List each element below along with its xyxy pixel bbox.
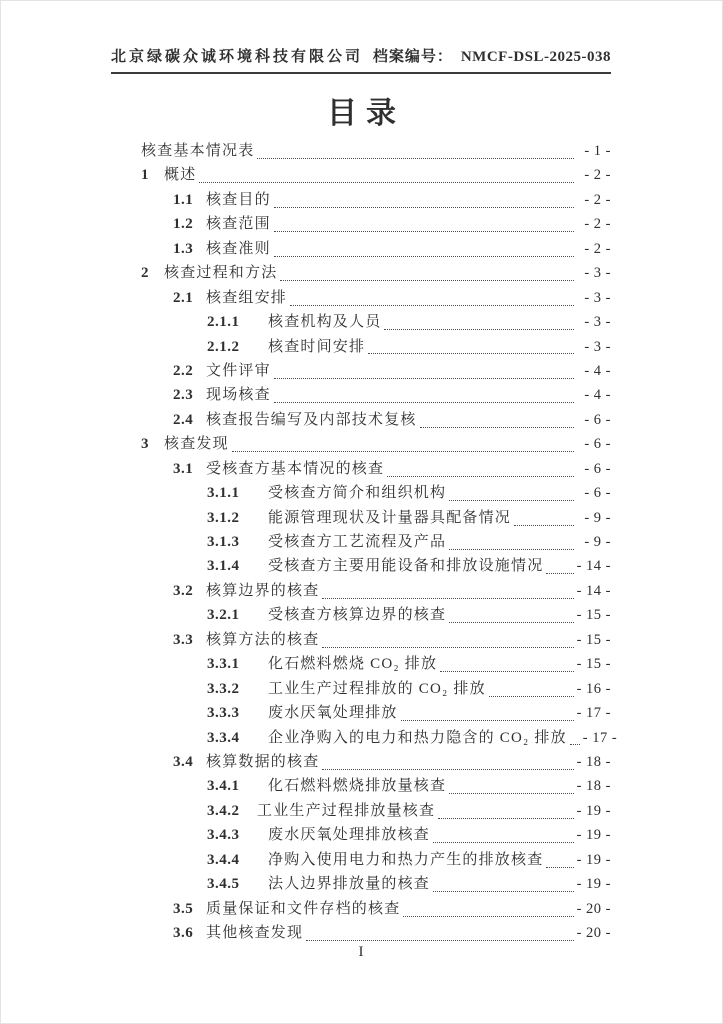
toc-entry bbox=[141, 677, 611, 701]
toc-entry-page: - 15 - bbox=[576, 607, 611, 624]
toc-entry-number: 2.1.2 bbox=[207, 338, 240, 355]
toc-entry-page: - 19 - bbox=[576, 802, 611, 819]
toc-entry-label: 废水厌氧处理排放核查 bbox=[268, 827, 431, 844]
toc-dot-leader bbox=[438, 818, 573, 819]
company-name: 北京绿碳众诚环境科技有限公司 bbox=[111, 49, 364, 65]
toc-dot-leader bbox=[199, 182, 574, 183]
toc-entry-label: 核查目的 bbox=[206, 191, 271, 208]
toc-entry bbox=[141, 652, 611, 676]
toc-entry-label: 化石燃料燃烧排放量核查 bbox=[268, 778, 447, 795]
toc-entry-page: - 3 - bbox=[584, 265, 611, 282]
toc-entry-label: 受核查方主要用能设备和排放设施情况 bbox=[268, 558, 544, 575]
toc-entry-number: 3.3 bbox=[173, 631, 194, 648]
toc-dot-leader bbox=[322, 598, 573, 599]
toc-entry-label: 工业生产过程排放的 CO₂ 排放 bbox=[268, 680, 486, 697]
toc-entry-label: 核查组安排 bbox=[206, 289, 288, 306]
toc-entry bbox=[141, 310, 611, 334]
toc-title: 目录 bbox=[327, 97, 405, 130]
toc-dot-leader bbox=[449, 622, 573, 623]
toc-entry bbox=[141, 530, 611, 554]
toc-entry-page: - 3 - bbox=[584, 314, 611, 331]
toc-entry-number: 1 bbox=[141, 167, 149, 184]
toc-entry-number: 3.1.3 bbox=[207, 534, 240, 550]
toc-entry-label: 核查范围 bbox=[206, 216, 271, 233]
toc-entry-page: - 18 - bbox=[576, 778, 611, 795]
toc-dot-leader bbox=[274, 402, 574, 403]
toc-entry-page: - 6 - bbox=[584, 460, 611, 477]
toc-entry-number: 2.4 bbox=[173, 411, 194, 428]
toc-entry-label: 核算数据的核查 bbox=[206, 753, 320, 770]
toc-entry-number: 2.2 bbox=[173, 362, 194, 379]
toc-entry-page: - 6 - bbox=[584, 411, 611, 428]
toc-entry bbox=[141, 774, 611, 798]
toc-entry-number: 2.1.1 bbox=[207, 314, 240, 331]
toc-entry bbox=[141, 359, 611, 383]
toc-dot-leader bbox=[440, 671, 573, 672]
toc-dot-leader bbox=[384, 329, 574, 330]
toc-entry-label: 核查过程和方法 bbox=[164, 265, 278, 282]
toc-entry-label: 受核查方基本情况的核查 bbox=[206, 460, 385, 477]
toc-dot-leader bbox=[420, 427, 574, 428]
toc-entry-number: 3.3.1 bbox=[207, 656, 240, 673]
toc-dot-leader bbox=[546, 867, 573, 868]
toc-entry-label: 核查机构及人员 bbox=[268, 314, 382, 331]
archive-label: 档案编号： bbox=[372, 49, 453, 65]
toc-entry-page: - 4 - bbox=[584, 362, 611, 379]
toc-dot-leader bbox=[322, 647, 573, 648]
toc-dot-leader bbox=[449, 793, 573, 794]
toc-entry-page: - 19 - bbox=[576, 827, 611, 844]
toc-entry-number: 3.1 bbox=[173, 460, 194, 477]
toc-entry-label: 文件评审 bbox=[206, 362, 271, 379]
toc-entry-number: 3.3.4 bbox=[207, 729, 240, 746]
toc-dot-leader bbox=[449, 549, 574, 550]
toc-entry-label: 受核查方核算边界的核查 bbox=[268, 607, 447, 624]
toc-entry-number: 3.4.3 bbox=[207, 827, 240, 844]
toc-entry-number: 3.3.3 bbox=[207, 705, 240, 722]
toc-entry-label: 质量保证和文件存档的核查 bbox=[206, 900, 401, 917]
toc-entry-page: - 2 - bbox=[584, 216, 611, 233]
toc-dot-leader bbox=[449, 500, 574, 501]
toc-entry bbox=[141, 139, 611, 163]
toc-entry-number: 3.2.1 bbox=[207, 607, 240, 624]
toc-entry-label: 企业净购入的电力和热力隐含的 CO₂ 排放 bbox=[268, 729, 567, 746]
toc-entry-label: 受核查方简介和组织机构 bbox=[268, 485, 447, 502]
toc-entry-page: - 2 - bbox=[584, 240, 611, 257]
toc-dot-leader bbox=[433, 842, 574, 843]
toc-entry-page: - 2 - bbox=[584, 167, 611, 184]
toc-entry-page: - 20 - bbox=[576, 925, 611, 941]
toc-entry-page: - 3 - bbox=[584, 338, 611, 355]
toc-entry-page: - 16 - bbox=[576, 680, 611, 697]
toc-entry-number: 3.1.4 bbox=[207, 558, 240, 575]
toc-dot-leader bbox=[274, 231, 574, 232]
toc-entry-number: 3 bbox=[141, 436, 149, 453]
toc-dot-leader bbox=[387, 476, 574, 477]
toc-entry-number: 1.1 bbox=[173, 191, 194, 208]
toc-entry bbox=[141, 481, 611, 505]
toc-dot-leader bbox=[514, 525, 574, 526]
toc-entry bbox=[141, 457, 611, 481]
toc-entry-page: - 9 - bbox=[584, 509, 611, 526]
toc-entry-number: 3.4.2 bbox=[207, 802, 240, 819]
toc-list bbox=[141, 139, 618, 945]
toc-dot-leader bbox=[403, 916, 573, 917]
toc-dot-leader bbox=[306, 940, 573, 941]
toc-entry-number: 1.3 bbox=[173, 240, 194, 257]
toc-entry-label: 核查准则 bbox=[206, 240, 271, 257]
toc-entry bbox=[141, 383, 611, 407]
toc-entry-label: 废水厌氧处理排放 bbox=[268, 705, 398, 722]
toc-entry-page: - 19 - bbox=[576, 851, 611, 868]
toc-entry-page: - 15 - bbox=[576, 656, 611, 673]
toc-entry bbox=[141, 628, 611, 652]
toc-entry bbox=[141, 897, 611, 921]
toc-entry-label: 核算边界的核查 bbox=[206, 582, 320, 599]
toc-entry-number: 3.1.2 bbox=[207, 509, 240, 526]
toc-entry bbox=[141, 408, 611, 432]
toc-entry bbox=[141, 237, 611, 261]
toc-entry-page: - 6 - bbox=[584, 436, 611, 453]
toc-entry-page: - 2 - bbox=[584, 191, 611, 208]
toc-entry-label: 化石燃料燃烧 CO₂ 排放 bbox=[268, 656, 438, 673]
toc-entry bbox=[141, 750, 611, 774]
toc-entry-label: 净购入使用电力和热力产生的排放核查 bbox=[268, 851, 544, 868]
toc-entry-label: 核查基本情况表 bbox=[141, 143, 255, 159]
toc-entry-number: 3.4.1 bbox=[207, 778, 240, 795]
toc-entry bbox=[141, 872, 611, 896]
toc-entry bbox=[141, 603, 611, 627]
archive-field bbox=[373, 45, 611, 66]
footer-page-number: I bbox=[358, 944, 365, 960]
toc-entry bbox=[141, 726, 618, 750]
toc-entry-number: 2.3 bbox=[173, 387, 194, 404]
toc-entry bbox=[141, 335, 611, 359]
toc-dot-leader bbox=[274, 256, 574, 257]
toc-entry bbox=[141, 163, 611, 187]
toc-entry-page: - 20 - bbox=[576, 900, 611, 917]
toc-entry-label: 法人边界排放量的核查 bbox=[268, 876, 431, 893]
toc-dot-leader bbox=[232, 451, 574, 452]
toc-entry bbox=[141, 261, 611, 285]
toc-entry-page: - 18 - bbox=[576, 753, 611, 770]
toc-entry bbox=[141, 799, 611, 823]
toc-entry bbox=[141, 848, 611, 872]
toc-entry-page: - 17 - bbox=[576, 705, 611, 722]
toc-entry-label: 核查报告编写及内部技术复核 bbox=[206, 411, 417, 428]
toc-entry-number: 3.1.1 bbox=[207, 485, 240, 502]
toc-entry-number: 3.3.2 bbox=[207, 680, 240, 697]
toc-entry-number: 3.5 bbox=[173, 900, 194, 917]
toc-entry-number: 1.2 bbox=[173, 216, 194, 233]
toc-dot-leader bbox=[546, 573, 573, 574]
toc-entry-page: - 1 - bbox=[584, 143, 611, 159]
toc-entry-label: 核算方法的核查 bbox=[206, 631, 320, 648]
toc-entry-number: 3.4.4 bbox=[207, 851, 240, 868]
toc-entry bbox=[141, 212, 611, 236]
toc-entry-label: 受核查方工艺流程及产品 bbox=[268, 534, 447, 550]
toc-entry-page: - 14 - bbox=[576, 558, 611, 575]
toc-entry-label: 能源管理现状及计量器具配备情况 bbox=[268, 509, 512, 526]
toc-entry-number: 3.6 bbox=[173, 925, 194, 941]
page-header bbox=[111, 45, 611, 74]
toc-entry bbox=[141, 701, 611, 725]
toc-dot-leader bbox=[322, 769, 573, 770]
toc-dot-leader bbox=[401, 720, 574, 721]
toc-entry-page: - 6 - bbox=[584, 485, 611, 502]
toc-entry-page: - 9 - bbox=[584, 534, 611, 550]
toc-entry-label: 工业生产过程排放量核查 bbox=[257, 802, 436, 819]
toc-dot-leader bbox=[489, 696, 574, 697]
toc-dot-leader bbox=[257, 158, 574, 159]
toc-dot-leader bbox=[433, 891, 574, 892]
toc-entry-page: - 19 - bbox=[576, 876, 611, 893]
toc-entry bbox=[141, 286, 611, 310]
toc-dot-leader bbox=[274, 378, 574, 379]
toc-entry-label: 核查发现 bbox=[164, 436, 229, 453]
toc-entry bbox=[141, 921, 611, 945]
toc-entry bbox=[141, 554, 611, 578]
toc-dot-leader bbox=[570, 744, 580, 745]
toc-entry-number: 2 bbox=[141, 265, 149, 282]
toc-entry-label: 核查时间安排 bbox=[268, 338, 366, 355]
toc-entry-number: 3.4.5 bbox=[207, 876, 240, 893]
toc-entry bbox=[141, 579, 611, 603]
toc-dot-leader bbox=[280, 280, 574, 281]
toc-entry-number: 2.1 bbox=[173, 289, 194, 306]
toc-entry-label: 其他核查发现 bbox=[206, 925, 304, 941]
archive-number: NMCF-DSL-2025-038 bbox=[460, 49, 611, 65]
toc-entry bbox=[141, 506, 611, 530]
toc-entry bbox=[141, 823, 611, 847]
toc-entry-page: - 4 - bbox=[584, 387, 611, 404]
toc-dot-leader bbox=[368, 353, 574, 354]
toc-entry-label: 概述 bbox=[164, 167, 197, 184]
toc-entry-page: - 14 - bbox=[576, 582, 611, 599]
toc-dot-leader bbox=[290, 305, 574, 306]
toc-entry-page: - 3 - bbox=[584, 289, 611, 306]
toc-entry-page: - 17 - bbox=[582, 729, 618, 746]
toc-entry bbox=[141, 432, 611, 456]
toc-entry-number: 3.2 bbox=[173, 582, 194, 599]
toc-dot-leader bbox=[274, 207, 574, 208]
toc-entry-number: 3.4 bbox=[173, 753, 194, 770]
toc-entry-page: - 15 - bbox=[576, 631, 611, 648]
toc-entry-label: 现场核查 bbox=[206, 387, 271, 404]
toc-entry bbox=[141, 188, 611, 212]
